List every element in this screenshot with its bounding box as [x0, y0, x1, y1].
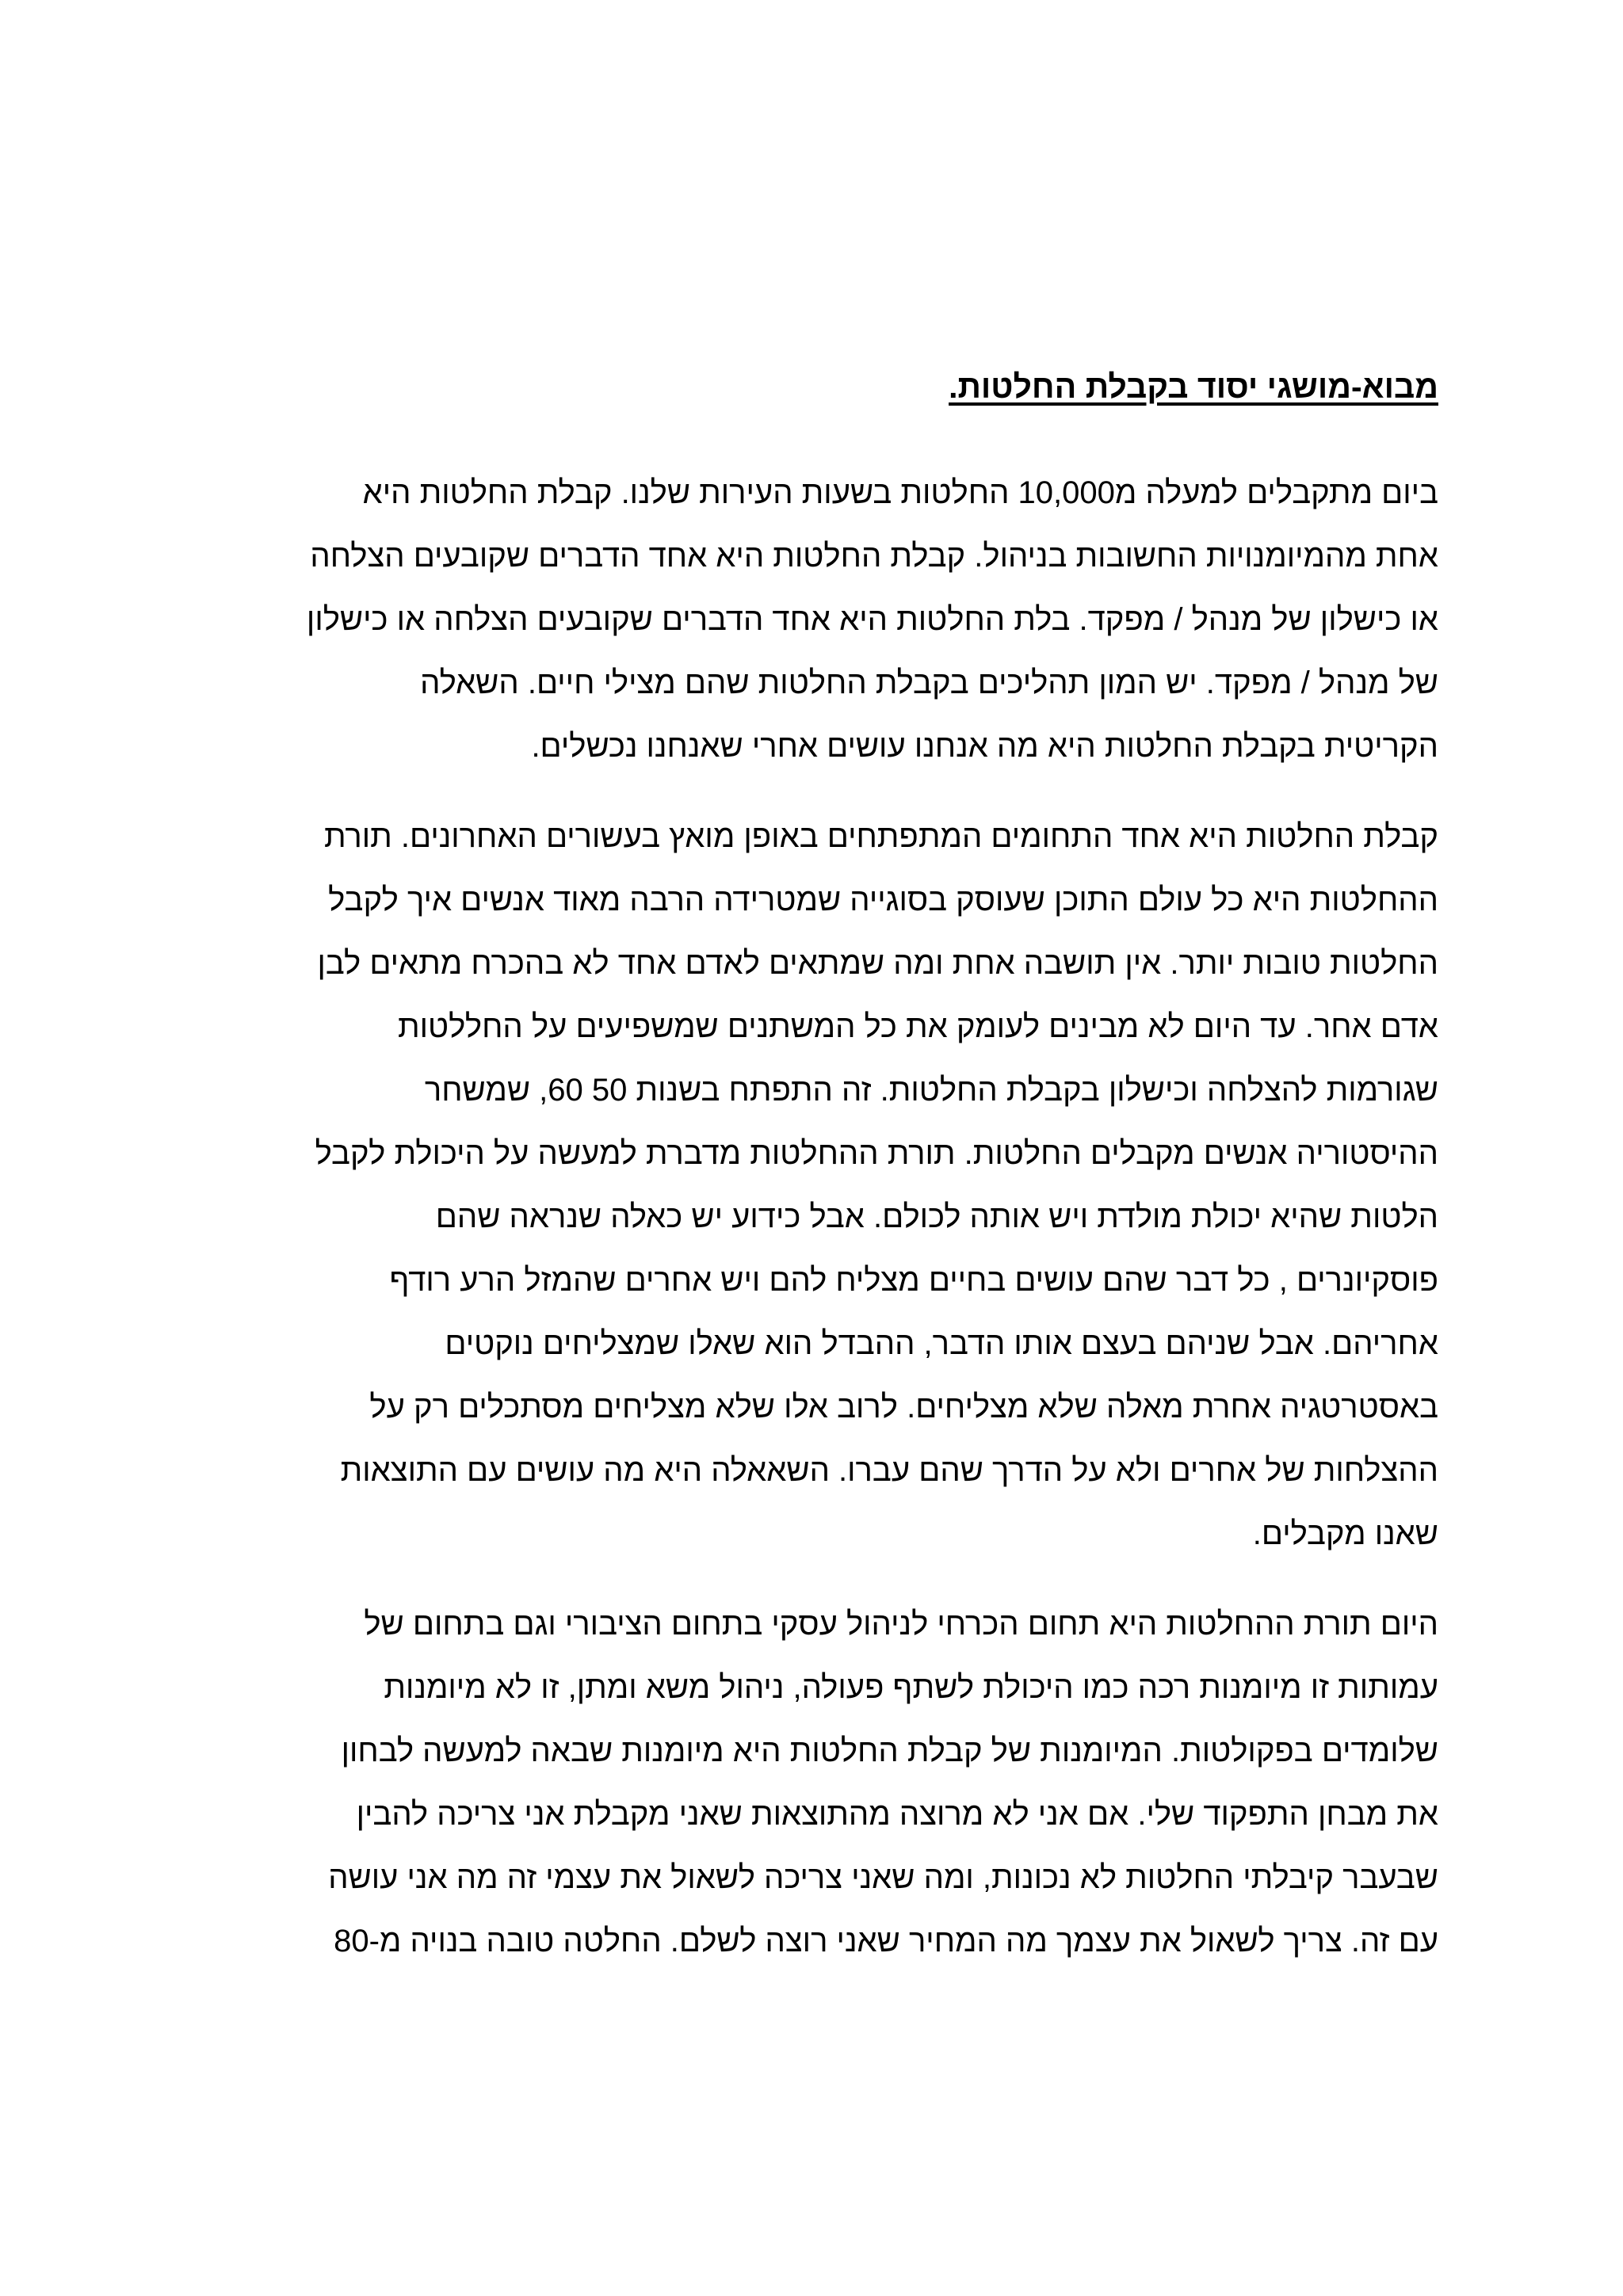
paragraph-line: שבעבר קיבלתי החלטות לא נכונות, ומה שאני צריכה לשאול את עצמי זה מה אני עושה: [328, 1860, 1438, 1895]
paragraph-line: אחת מהמיומנויות החשובות בניהול. קבלת החלטות היא אחד הדברים שקובעים הצלחה: [310, 539, 1438, 574]
document-title: מבוא-מושגי יסוד בקבלת החלטות.: [949, 368, 1438, 405]
paragraph-2: [315, 805, 1438, 1566]
paragraph-line: פוסקיונרים , כל דבר שהם עושים בחיים מצליח להם ויש אחרים שהמזל הרע רודף: [389, 1263, 1438, 1298]
paragraph-line: עמותות זו מיומנות רכה כמו היכולת לשתף פעולה, ניהול משא ומתן, זו לא מיומנות: [384, 1670, 1438, 1705]
paragraph-line: אדם אחר. עד היום לא מבינים לעומק את כל המשתנים שמשפיעים על החללטות: [397, 1009, 1438, 1044]
paragraph-3: [328, 1592, 1438, 1973]
paragraph-line: באסטרטגיה אחרת מאלה שלא מצליחים. לרוב אלו שלא מצליחים מסתכלים רק על: [369, 1390, 1438, 1425]
paragraph-line: היום תורת ההחלטות היא תחום הכרחי לניהול עסקי בתחום הציבורי וגם בתחום של: [364, 1607, 1438, 1642]
paragraph-line: ההיסטוריה אנשים מקבלים החלטות. תורת ההחלטות מדברת למעשה על היכולת לקבל: [315, 1136, 1438, 1171]
paragraph-line: הלטות שהיא יכולת מולדת ויש אותה לכולם. אבל כידוע יש כאלה שנראה שהם: [435, 1199, 1438, 1234]
paragraph-line: שגורמות להצלחה וכישלון בקבלת החלטות. זה התפתח בשנות 50 60, שמשחר: [424, 1073, 1438, 1108]
paragraph-line: עם זה. צריך לשאול את עצמך מה המחיר שאני רוצה לשלם. החלטה טובה בנויה מ-80: [334, 1924, 1438, 1958]
paragraph-line: ההצלחות של אחרים ולא על הדרך שהם עברו. השאאלה היא מה עושים עם התוצאות: [340, 1453, 1438, 1488]
paragraph-line: אחריהם. אבל שניהם בעצם אותו הדבר, ההבדל הוא שאלו שמצליחים נוקטים: [445, 1326, 1438, 1361]
paragraph-line: הקריטית בקבלת החלטות היא מה אנחנו עושים אחרי שאנחנו נכשלים.: [531, 729, 1438, 764]
paragraph-line: של מנהל / מפקד. יש המון תהליכים בקבלת החלטות שהם מצילי חיים. השאלה: [420, 666, 1438, 700]
paragraph-line: או כישלון של מנהל / מפקד. בלת החלטות היא אחד הדברים שקובעים הצלחה או כישלון: [306, 602, 1438, 637]
paragraph-line: ביום מתקבלים למעלה מ10,000 החלטות בשעות העירות שלנו. קבלת החלטות היא: [362, 475, 1438, 510]
paragraph-1: [307, 461, 1438, 778]
paragraph-line: החלטות טובות יותר. אין תושבה אחת ומה שמתאים לאדם אחד לא בהכרח מתאים לבן: [317, 946, 1438, 981]
paragraph-line: שלומדים בפקולטות. המיומנות של קבלת החלטות היא מיומנות שבאה למעשה לבחון: [341, 1733, 1438, 1768]
paragraph-line: ההחלטות היא כל עולם התוכן שעוסק בסוגייה שמטרידה הרבה מאוד אנשים איך לקבל: [328, 883, 1438, 917]
paragraph-line: את מבחן התפקוד שלי. אם אני לא מרוצה מהתוצאות שאני מקבלת אני צריכה להבין: [356, 1797, 1438, 1832]
paragraph-line: קבלת החלטות היא אחד התחומים המתפתחים באופן מואץ בעשורים האחרונים. תורת: [323, 819, 1438, 854]
paragraph-line: שאנו מקבלים.: [1252, 1516, 1438, 1551]
